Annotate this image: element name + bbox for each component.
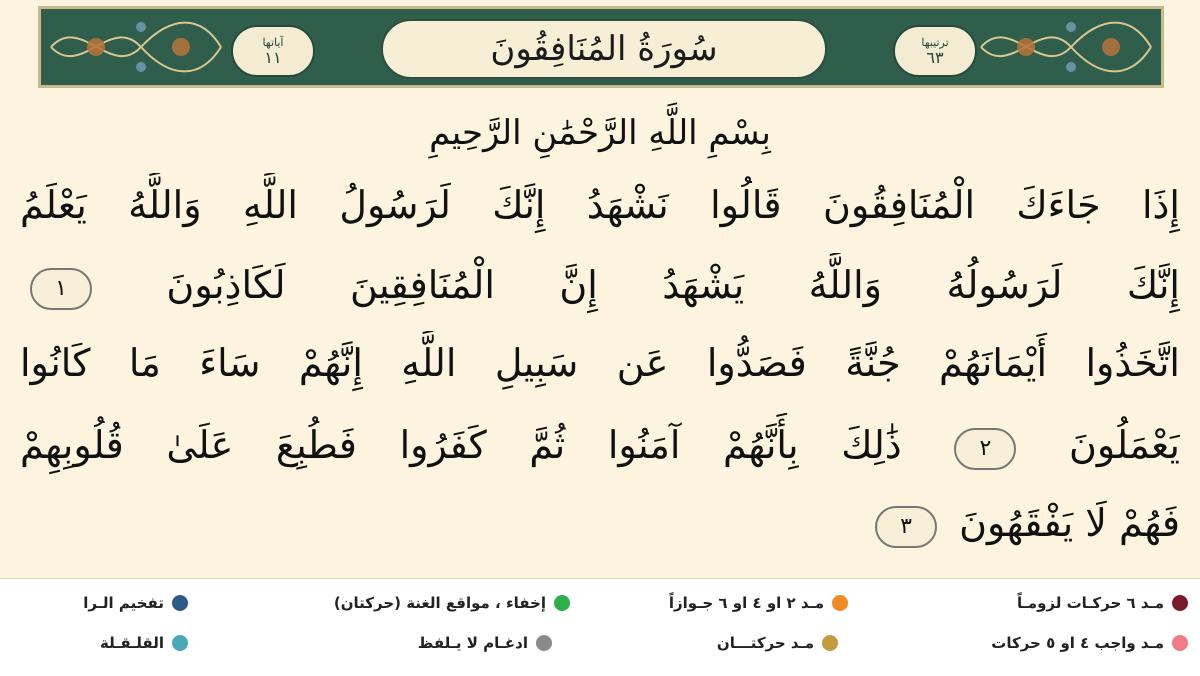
legend-dot — [172, 635, 188, 651]
ayah-marker: ٢ — [954, 428, 1016, 470]
ayah-marker: ٣ — [875, 506, 937, 548]
ayah-count-medallion — [231, 25, 315, 77]
tajweed-color-legend — [0, 578, 1200, 676]
legend-label: مـد حركتـــان — [716, 634, 814, 652]
legend-label: ادغـام لا يـلفظ — [417, 634, 528, 652]
verse-line-5 — [20, 491, 1180, 555]
legend-label: القلـقـلة — [100, 634, 164, 652]
surah-title-cartouche — [381, 19, 827, 79]
legend-dot — [172, 595, 188, 611]
legend-dot — [554, 595, 570, 611]
surah-title: سُورَةُ المُنَافِقُونَ — [490, 29, 718, 69]
legend-label: مـد ٦ حركـات لزومـاً — [1017, 594, 1164, 612]
basmala: بِسْمِ اللَّهِ الرَّحْمَٰنِ الرَّحِيمِ — [429, 113, 771, 153]
verse-text: اتَّخَذُوا أَيْمَانَهُمْ جُنَّةً فَصَدُّوا عَن سَبِيلِ اللَّهِ إِنَّهُمْ سَاءَ مَا كَانُوا — [20, 341, 1180, 385]
verse-text: فَهُمْ لَا يَفْقَهُونَ — [959, 501, 1180, 545]
verse-line-4 — [20, 413, 1180, 477]
ayah-marker: ١ — [30, 268, 92, 310]
legend-item — [991, 631, 1188, 655]
legend-label: مـد ٢ او ٤ او ٦ جـوازاً — [668, 594, 824, 612]
surah-order-medallion — [893, 25, 977, 77]
legend-label: مـد واجب ٤ او ٥ حركات — [991, 634, 1164, 652]
legend-item — [717, 631, 838, 655]
legend-dot — [1172, 635, 1188, 651]
verse-line-2 — [20, 253, 1180, 317]
verse-line-1 — [20, 173, 1180, 237]
legend-label: تفخيم الـرا — [83, 594, 164, 612]
legend-item — [334, 591, 570, 615]
legend-item — [100, 631, 188, 655]
surah-order-label: ترتيبها — [921, 35, 949, 49]
ayah-count-label: آياتها — [262, 35, 284, 49]
ayah-count-value: ١١ — [264, 47, 282, 67]
quran-text-area — [20, 95, 1180, 570]
verse-text: ذَٰلِكَ بِأَنَّهُمْ آمَنُوا ثُمَّ كَفَرُوا فَطُبِعَ عَلَىٰ قُلُوبِهِمْ — [20, 423, 902, 467]
verse-text: إِذَا جَاءَكَ الْمُنَافِقُونَ قَالُوا نَشْهَدُ إِنَّكَ لَرَسُولُ اللَّهِ وَاللَّهُ يَعْلَمُ — [20, 183, 1180, 227]
surah-header-frame — [38, 6, 1164, 88]
verse-text: إِنَّكَ لَرَسُولُهُ وَاللَّهُ يَشْهَدُ إِنَّ الْمُنَافِقِينَ لَكَاذِبُونَ — [166, 263, 1180, 307]
legend-item — [669, 591, 848, 615]
legend-item — [83, 591, 188, 615]
legend-dot — [1172, 595, 1188, 611]
legend-label: إخفاء ، مواقع الغنة (حركتان) — [333, 594, 546, 612]
surah-order-value: ٦٣ — [926, 47, 944, 67]
legend-dot — [832, 595, 848, 611]
verse-text: يَعْمَلُونَ — [1068, 423, 1180, 467]
legend-item — [418, 631, 552, 655]
legend-item — [1017, 591, 1188, 615]
verse-line-3 — [20, 331, 1180, 395]
legend-dot — [822, 635, 838, 651]
legend-dot — [536, 635, 552, 651]
